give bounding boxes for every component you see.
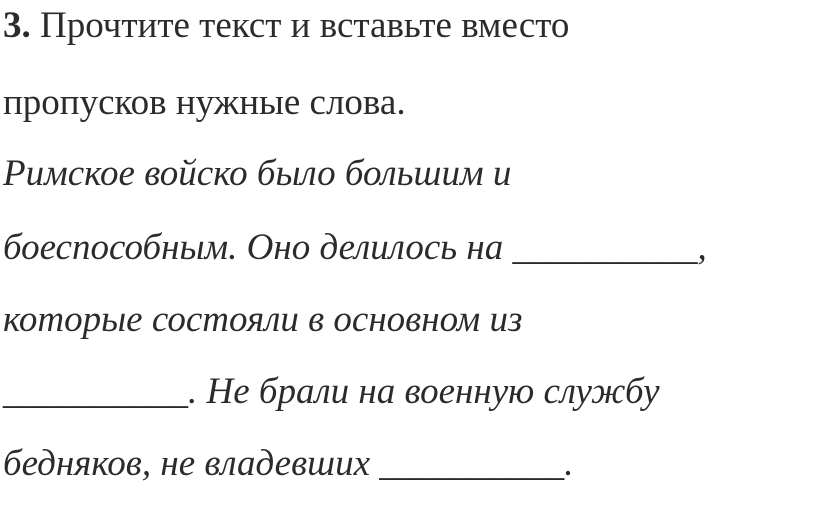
passage-line-3: которые состояли в основном из [3,299,523,340]
instruction-text-1: Прочтите текст и вставьте вместо [40,5,570,46]
instruction-line-2: пропусков нужные слова. [3,82,406,123]
passage-line-2: боеспособным. Оно делилось на __________, [3,227,707,268]
task-number: 3. [3,5,31,46]
instruction-line-1 [3,4,569,48]
passage-line-1: Римское войско было большим и [3,153,512,194]
passage-line-5: бедняков, не владевших __________. [3,443,574,484]
passage-line-4: __________. Не брали на военную службу [3,371,660,412]
